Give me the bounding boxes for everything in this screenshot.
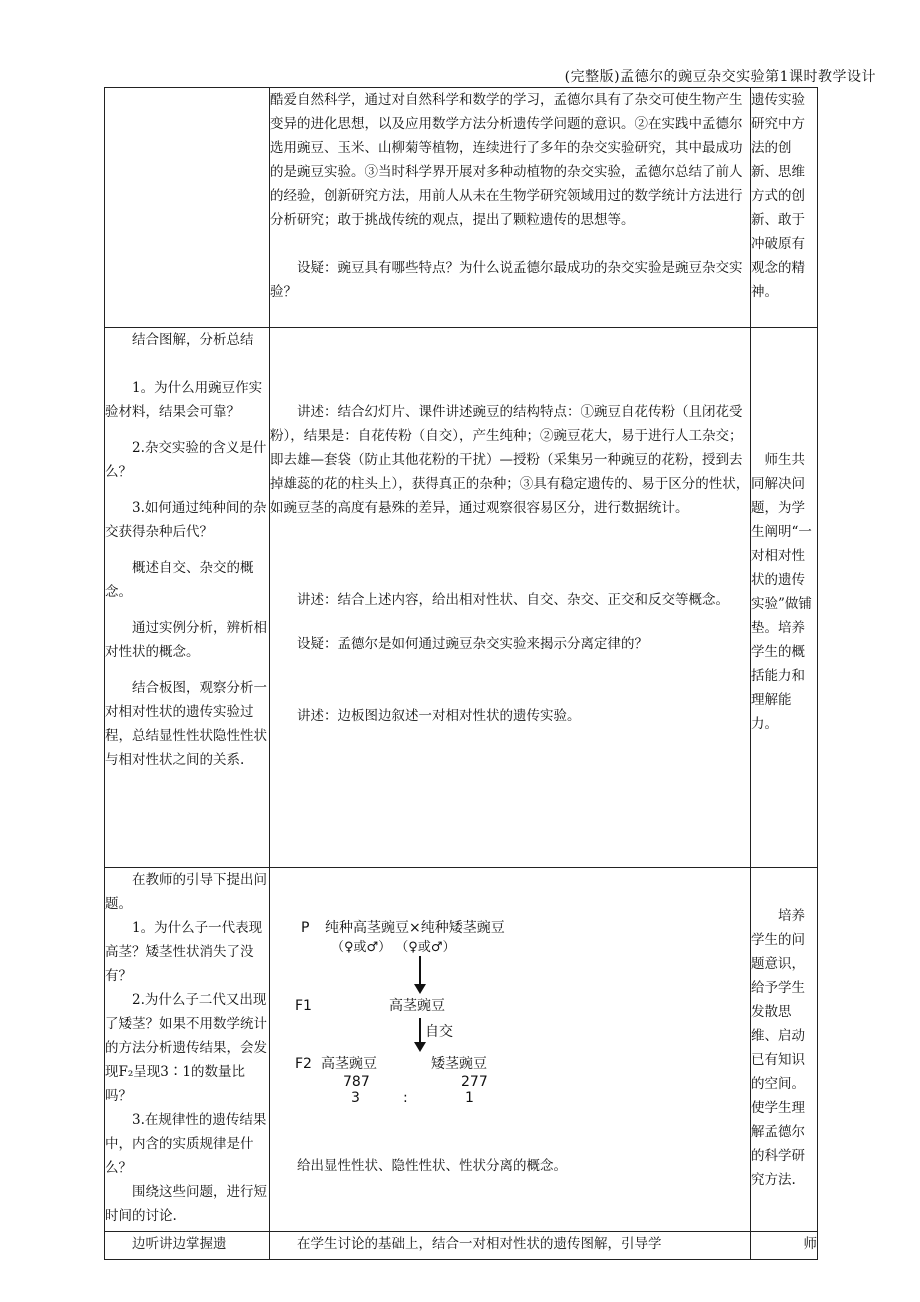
p-sex-text: （♀或♂） （♀或♂） [331,940,456,955]
student-item: 1。为什么子一代表现高茎？矮茎性状消失了没有？ [105,920,263,984]
design-intent-cell [751,868,818,1232]
f1-value-text: 高茎豌豆 [389,998,445,1014]
table-row [105,328,818,868]
table-row [105,88,818,328]
self-cross-label: 自交 [425,1024,453,1040]
design-intent-cell [751,1232,818,1260]
ratio-short-text: 1 [465,1090,474,1106]
teacher-paragraph: 讲述：结合幻灯片、课件讲述豌豆的结构特点：①豌豆自花传粉（且闭花受粉），结果是：自花传粉（自交），产生纯种；②豌豆花大，易于进行人工杂交；即去雄—套袋（防止其他花粉的干扰）—授粉（采集另一种豌豆的花粉，授到去掉雄蕊的花的柱头上），获得真正的杂种；③具有稳定遗传的、易于区分的性状，如豌豆茎的高度有悬殊的差异，通过观察很容易区分，进行数据统计。 [270,404,750,516]
student-activity-cell [105,328,270,868]
student-item: 边听讲边掌握遗 [132,1236,227,1252]
student-item: 3.在规律性的遗传结果中，内含的实质规律是什么？ [105,1112,267,1176]
student-activity-cell [105,1232,270,1260]
student-activity-cell [105,88,270,328]
genetic-cross-diagram [275,912,745,1106]
teacher-paragraph: 讲述：结合上述内容，给出相对性状、自交、杂交、正交和反交等概念。 [297,592,729,608]
p-generation-label: P [301,920,310,936]
teacher-question: 设疑：孟德尔是如何通过豌豆杂交实验来揭示分离定律的？ [297,636,648,652]
teacher-question: 设疑：豌豆具有哪些特点？为什么说孟德尔最成功的杂交实验是豌豆杂交实验？ [270,260,743,300]
teacher-activity-cell [270,88,751,328]
design-intent-cell [751,328,818,868]
teacher-paragraph: 酷爱自然科学，通过对自然科学和数学的学习，孟德尔具有了杂交可使生物产生变异的进化思想，以及应用数学方法分析遗传学问题的意识。②在实践中孟德尔选用豌豆、玉米、山柳菊等植物，连续进行了多年的杂交实验研究，其中最成功的是豌豆实验。③当时科学界开展对多种动植物的杂交实验，孟德尔总结了前人的经验，创新研究方法，用前人从未在生物学研究领域用过的数学统计方法进行分析研究；敢于挑战传统的观点，提出了颗粒遗传的思想等。 [270,92,743,228]
student-activity-cell [105,868,270,1232]
student-item: 围绕这些问题，进行短时间的讨论. [105,1184,267,1224]
student-item: 概述自交、杂交的概念。 [105,560,254,600]
teacher-activity-cell [270,868,751,1232]
table-row [105,1232,818,1260]
page-header: (完整版)孟德尔的豌豆杂交实验第1课时教学设计 [564,69,876,85]
student-item: 在教师的引导下提出问题。 [105,872,267,912]
f2-short-text: 矮茎豌豆 [431,1056,487,1072]
teacher-activity-cell [270,1232,751,1260]
table-row [105,868,818,1232]
teacher-activity-cell [270,328,751,868]
student-item: 3.如何通过纯种间的杂交获得杂种后代？ [105,500,267,540]
student-item: 通过实例分析，辨析相对性状的概念。 [105,620,267,660]
arrow-down-icon [419,1018,421,1044]
design-intent-text: 培养学生的问题意识，给予学生发散思维、启动已有知识的空间。使学生理解孟德尔的科学研究方法. [751,908,805,1188]
lesson-table [104,87,818,1260]
student-item: 1。为什么用豌豆作实验材料，结果会可靠？ [105,380,263,420]
f2-generation-label: F2 [295,1056,312,1072]
teacher-paragraph: 给出显性性状、隐性性状、性状分离的概念。 [297,1158,567,1174]
design-intent-cell: 遗传实验研究中方法的创新、思维方式的创新、敢于冲破原有观念的精神。 [751,88,818,328]
student-item: 结合板图，观察分析一对相对性状的遗传实验过程，总结显性性状隐性性状与相对性状之间的关系. [105,680,267,768]
design-intent-text: 师生共同解决问题，为学生阐明“一对相对性状的遗传实验”做铺垫。培养学生的概括能力和理解能力。 [751,452,812,732]
f1-generation-label: F1 [295,998,312,1014]
teacher-paragraph: 在学生讨论的基础上，结合一对相对性状的遗传图解，引导学 [297,1236,662,1252]
teacher-paragraph: 讲述：边板图边叙述一对相对性状的遗传实验。 [297,708,581,724]
arrow-down-icon [419,956,421,986]
p-parents-text: 纯种高茎豌豆×纯种矮茎豌豆 [325,920,505,936]
student-item: 2.杂交实验的含义是什么？ [105,440,267,480]
f2-tall-text: 高茎豌豆 [321,1056,377,1072]
ratio-tall-text: 3 [351,1090,360,1106]
design-intent-text: 师 [803,1236,817,1252]
ratio-colon-text: : [403,1090,408,1106]
student-item: 结合图解，分析总结 [132,332,254,348]
count-short-text: 277 [461,1074,488,1090]
count-tall-text: 787 [343,1074,370,1090]
student-item: 2.为什么子二代又出现了矮茎？如果不用数学统计的方法分析遗传结果，会发现F₂呈现3∶1的数量比吗？ [105,992,267,1104]
